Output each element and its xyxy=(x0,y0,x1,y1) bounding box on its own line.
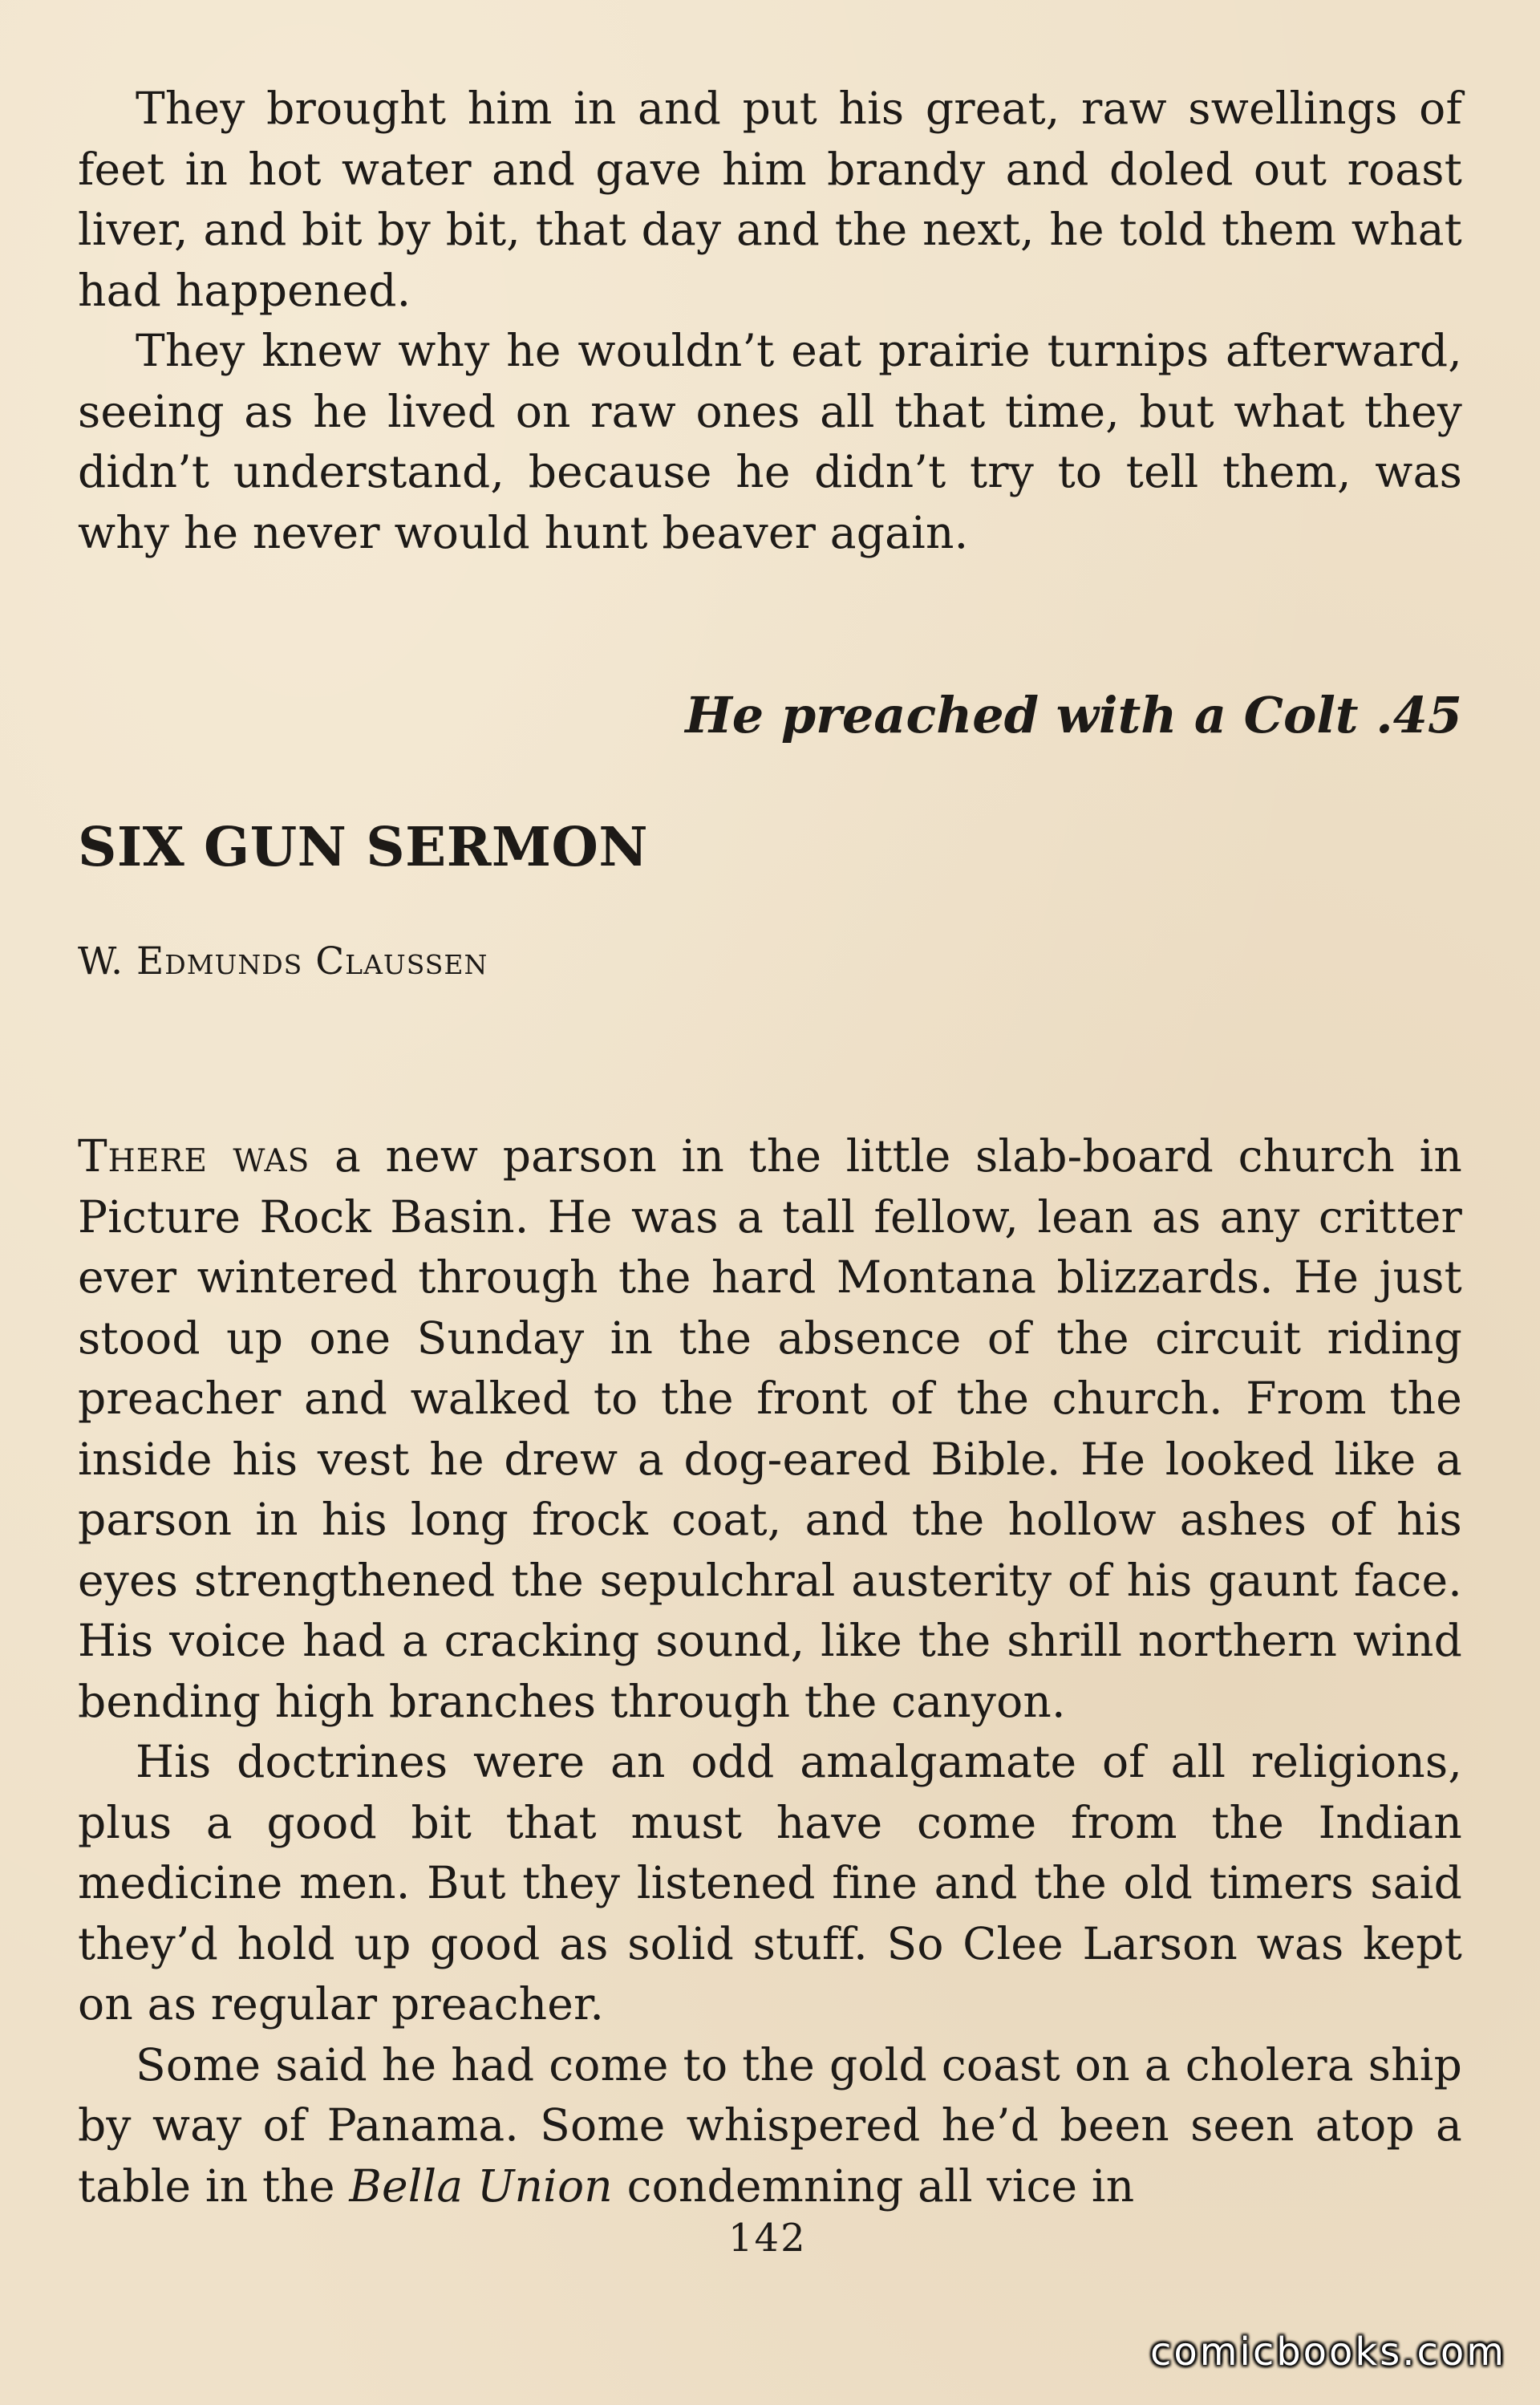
ship-name: Bella Union xyxy=(349,2160,613,2212)
story-body xyxy=(78,1126,1462,2216)
story-paragraph-3-text-before: Some said he had come to the gold coast on a cholera ship by way of Panama. Some whispered he’d been seen atop a table in the xyxy=(78,2038,1462,2212)
story-paragraph-3-text-after: condemning all vice in xyxy=(612,2160,1135,2212)
story-paragraph-3 xyxy=(78,2035,1462,2217)
story-paragraph-1 xyxy=(78,1126,1462,1732)
story-title: SIX GUN SERMON xyxy=(78,815,649,878)
opening-words: There was xyxy=(78,1130,310,1182)
story-author: W. Edmunds Claussen xyxy=(78,939,488,983)
story-paragraph-2: His doctrines were an odd amalgamate of all religions, plus a good bit that must have come from the Indian medicine men. But they listened fine and the old timers said they’d hold up good as solid stuff. So Clee Larson was kept on as regular preacher. xyxy=(78,1736,1462,2030)
book-page xyxy=(78,79,1462,2212)
story-tagline: He preached with a Colt .45 xyxy=(685,686,1462,744)
story-paragraph-1-text: a new parson in the little slab-board church in Picture Rock Basin. He was a tall fellow, lean as any critter ever wintered through the hard Montana blizzards. He just stood up one Sunday in the absence of the circuit riding preacher and walked to the front of the church. From the inside his vest he drew a dog-eared Bible. He looked like a parson in his long frock coat, and the hollow ashes of his eyes strengthened the sepulchral austerity of his gaunt face. His voice had a cracking sound, like the shrill northern wind bending high branches through the canyon. xyxy=(78,1130,1462,1727)
watermark: comicbooks.com xyxy=(1149,2330,1506,2375)
paragraph-2: They knew why he wouldn’t eat prairie turnips afterward, seeing as he lived on raw ones all that time, but what they didn’t understand, because he didn’t try to tell them, was why he never would hunt beaver again. xyxy=(78,325,1462,558)
page-number: 142 xyxy=(728,2216,807,2261)
paragraph-1: They brought him in and put his great, raw swellings of feet in hot water and gave him brandy and doled out roast liver, and bit by bit, that day and the next, he told them what had happened. xyxy=(78,83,1462,316)
